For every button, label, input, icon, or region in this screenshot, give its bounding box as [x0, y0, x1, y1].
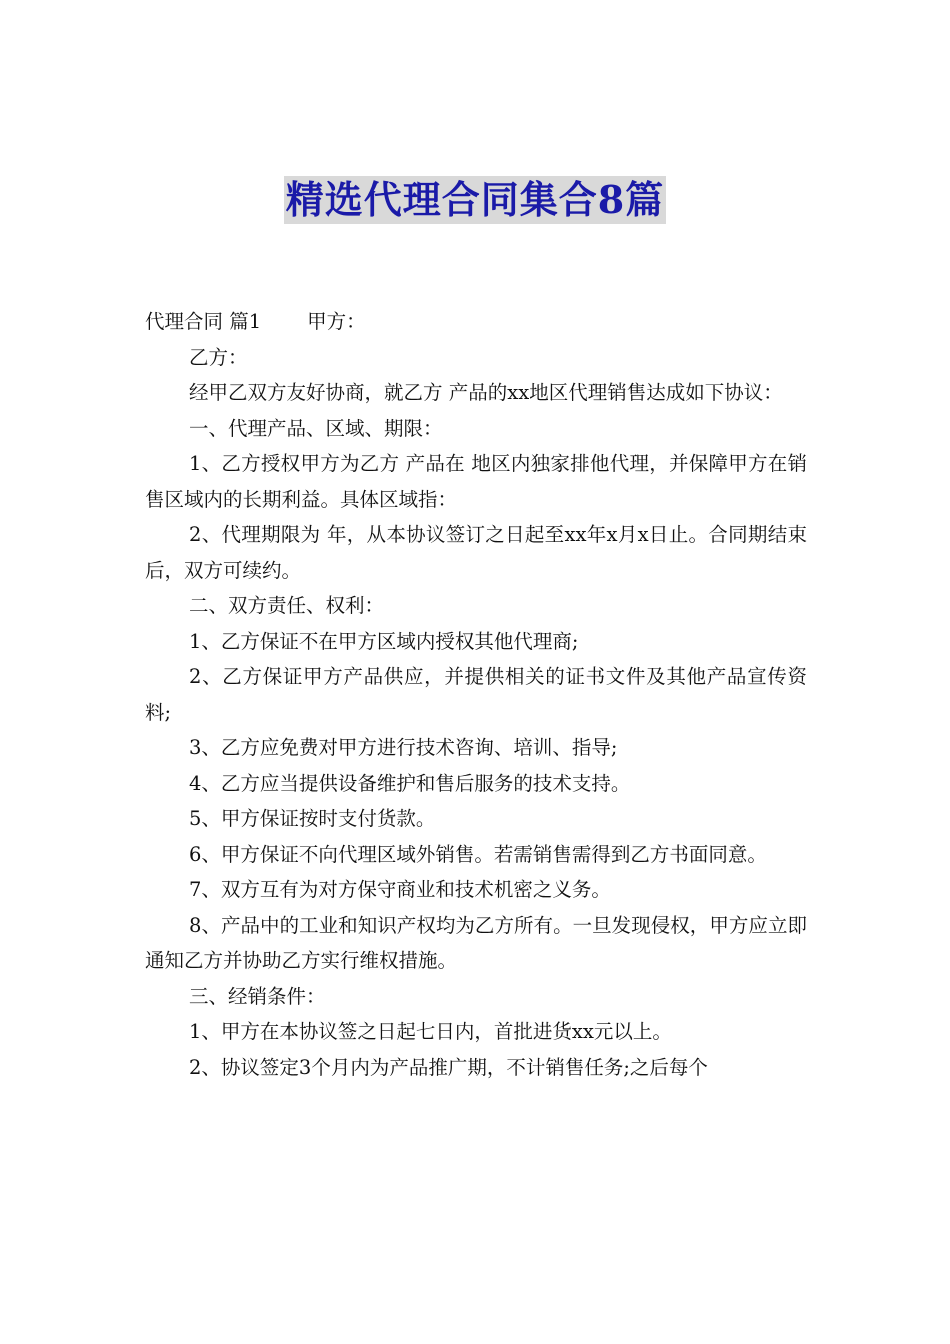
paragraph: 2、协议签定3个月内为产品推广期，不计销售任务;之后每个 [189, 1055, 708, 1079]
paragraph: 3、乙方应免费对甲方进行技术咨询、培训、指导; [189, 736, 618, 759]
paragraph: 6、甲方保证不向代理区域外销售。若需销售需得到乙方书面同意。 [189, 842, 767, 866]
paragraph: 1、乙方授权甲方为乙方 产品在 地区内独家排他代理，并保障甲方在销售区域内的长期利益。具体区域指： [145, 452, 807, 511]
paragraph: 8、产品中的工业和知识产权均为乙方所有。一旦发现侵权，甲方应立即通知乙方并协助乙方实行维权措施。 [145, 913, 807, 972]
paragraph: 二、双方责任、权利： [189, 594, 385, 617]
document-title: 精选代理合同集合8篇 [285, 177, 665, 222]
paragraph: 经甲乙双方友好协商，就乙方 产品的xx地区代理销售达成如下协议： [189, 381, 783, 404]
section-heading: 代理合同 篇1 [145, 310, 262, 333]
paragraph: 2、乙方保证甲方产品供应，并提供相关的证书文件及其他产品宣传资料; [145, 665, 807, 724]
title-container [0, 176, 950, 224]
party-a-label: 甲方： [307, 310, 366, 333]
document-body [145, 304, 807, 1085]
paragraph-heading [145, 304, 807, 340]
paragraph: 2、代理期限为 年，从本协议签订之日起至xx年x月x日止。合同期结束后，双方可续约。 [145, 523, 807, 582]
paragraph: 三、经销条件： [189, 984, 326, 1008]
paragraph: 1、甲方在本协议签之日起七日内，首批进货xx元以上。 [189, 1020, 672, 1043]
paragraph: 乙方： [189, 345, 248, 369]
paragraph: 7、双方互有为对方保守商业和技术机密之义务。 [189, 878, 611, 901]
paragraph: 1、乙方保证不在甲方区域内授权其他代理商; [189, 629, 579, 653]
paragraph: 一、代理产品、区域、期限： [189, 416, 443, 440]
paragraph: 5、甲方保证按时支付货款。 [189, 807, 436, 830]
paragraph: 4、乙方应当提供设备维护和售后服务的技术支持。 [189, 771, 631, 795]
